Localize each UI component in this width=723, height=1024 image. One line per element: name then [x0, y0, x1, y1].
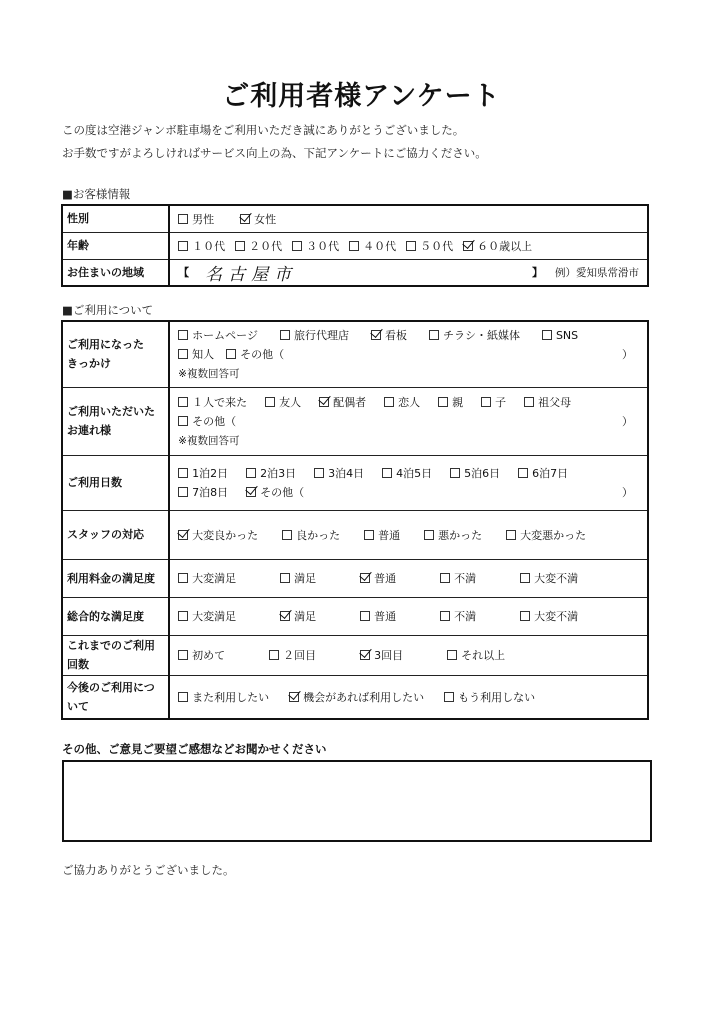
option-checkbox[interactable] — [520, 570, 578, 586]
options-line — [178, 464, 639, 483]
option-checkbox[interactable] — [463, 238, 532, 254]
option-label: 満足 — [294, 572, 317, 585]
trigger-label-line-1: ご利用になった — [67, 338, 144, 352]
option-label: 恋人 — [398, 396, 421, 409]
checkbox-icon[interactable] — [178, 487, 188, 497]
checkbox-icon[interactable] — [280, 573, 290, 583]
option-checkbox[interactable] — [235, 238, 282, 254]
option-label: 女性 — [254, 212, 277, 226]
multi-answer-note: ※複数回答可 — [178, 434, 240, 447]
option-checkbox[interactable] — [178, 394, 247, 410]
companion-label-line-1: ご利用いただいた — [67, 405, 155, 418]
checkbox-icon[interactable] — [520, 611, 530, 621]
option-checkbox[interactable] — [447, 647, 505, 663]
options-line — [178, 607, 639, 626]
option-label: もう利用しない — [458, 690, 536, 704]
options-line — [178, 525, 639, 544]
checkbox-icon[interactable] — [178, 692, 188, 702]
checkbox-icon[interactable] — [360, 611, 370, 621]
option-checkbox[interactable] — [319, 394, 366, 410]
price-label: 利用料金の満足度 — [62, 559, 169, 597]
multi-answer-note: ※複数回答可 — [178, 367, 240, 380]
checkbox-icon[interactable] — [178, 214, 188, 224]
checkbox-icon[interactable] — [178, 573, 188, 583]
options-line — [178, 484, 322, 500]
future-options — [169, 675, 648, 719]
option-checkbox[interactable] — [178, 484, 228, 500]
option-checkbox[interactable] — [406, 238, 453, 254]
option-checkbox[interactable] — [178, 647, 225, 663]
future-label-line-1: 今後のご利用につ — [67, 680, 155, 694]
days-label: ご利用日数 — [62, 455, 169, 510]
option-checkbox[interactable] — [240, 211, 276, 227]
option-label: 6泊7日 — [532, 467, 569, 480]
option-label: ５０代 — [420, 239, 454, 253]
option-label: 不満 — [454, 610, 477, 623]
option-label: 機会があれば利用したい — [303, 690, 425, 704]
option-checkbox[interactable] — [282, 527, 340, 543]
region-close-bracket: 】 — [532, 266, 543, 280]
option-checkbox[interactable] — [440, 570, 476, 586]
checkbox-icon[interactable] — [447, 650, 457, 660]
option-label: それ以上 — [461, 649, 506, 662]
overall-row — [62, 597, 648, 635]
option-label: 悪かった — [438, 528, 483, 542]
checked-box-icon[interactable] — [371, 330, 381, 340]
checkbox-icon[interactable] — [518, 468, 528, 478]
option-checkbox[interactable] — [269, 647, 316, 663]
option-checkbox[interactable] — [429, 327, 520, 343]
option-checkbox[interactable] — [280, 608, 316, 624]
checkbox-icon[interactable] — [520, 573, 530, 583]
checked-box-icon[interactable] — [319, 397, 329, 407]
checkbox-icon[interactable] — [440, 573, 450, 583]
visits-label-line-1: これまでのご利用 — [67, 639, 155, 652]
option-label: 大変不満 — [534, 572, 579, 585]
option-checkbox[interactable] — [424, 527, 482, 543]
option-checkbox[interactable] — [178, 689, 269, 705]
days-row — [62, 455, 648, 510]
customer-info-heading: ■お客様情報 — [62, 187, 131, 201]
option-label: １０代 — [192, 239, 226, 253]
visits-options — [169, 635, 648, 675]
staff-label: スタッフの対応 — [62, 510, 169, 559]
option-label: 友人 — [279, 396, 302, 409]
checkbox-icon[interactable] — [542, 330, 552, 340]
option-checkbox[interactable] — [265, 394, 301, 410]
customer-info-table — [61, 204, 649, 287]
companion-options — [169, 387, 648, 455]
option-checkbox[interactable] — [364, 527, 400, 543]
option-checkbox[interactable] — [481, 394, 506, 410]
option-label: 子 — [495, 396, 507, 409]
checkbox-icon[interactable] — [524, 397, 534, 407]
close-paren: ） — [622, 348, 633, 362]
option-label: 親 — [452, 396, 464, 409]
checkbox-icon[interactable] — [364, 530, 374, 540]
option-label: 満足 — [294, 610, 317, 623]
checkbox-icon[interactable] — [292, 241, 302, 251]
intro-line-1: この度は空港ジャンボ駐車場をご利用いただき誠にありがとうございました。 — [62, 123, 465, 137]
option-label: 普通 — [374, 572, 397, 585]
option-checkbox[interactable] — [384, 394, 420, 410]
option-label: 3泊4日 — [328, 467, 365, 480]
options-line — [178, 393, 639, 412]
checkbox-icon[interactable] — [178, 349, 188, 359]
option-checkbox[interactable] — [289, 689, 424, 705]
gender-options — [169, 205, 648, 232]
checkbox-icon[interactable] — [429, 330, 439, 340]
option-label: 2泊3日 — [260, 467, 297, 480]
option-checkbox[interactable] — [371, 327, 407, 343]
checked-box-icon[interactable] — [360, 650, 370, 660]
option-label: 旅行代理店 — [293, 329, 349, 343]
option-checkbox[interactable] — [178, 238, 225, 254]
option-label: SNS — [555, 328, 579, 342]
option-label: また利用したい — [192, 690, 270, 704]
option-label: その他（ — [260, 486, 305, 499]
option-checkbox[interactable] — [450, 465, 500, 481]
option-checkbox[interactable] — [280, 570, 316, 586]
age-options — [169, 232, 648, 259]
option-label: 1泊2日 — [192, 467, 229, 480]
usage-table — [61, 320, 649, 720]
option-checkbox[interactable] — [520, 608, 578, 624]
option-label: 男性 — [192, 212, 215, 226]
option-checkbox[interactable] — [246, 465, 296, 481]
checked-box-icon[interactable] — [246, 487, 256, 497]
option-checkbox[interactable] — [444, 689, 535, 705]
companion-label — [62, 387, 169, 455]
visits-label — [62, 635, 169, 675]
comments-title: その他、ご意見ご要望ご感想などお聞かせください — [62, 742, 327, 756]
options-line — [178, 326, 639, 345]
options-line — [178, 569, 639, 588]
checkbox-icon[interactable] — [481, 397, 491, 407]
checkbox-icon[interactable] — [349, 241, 359, 251]
checkbox-icon[interactable] — [506, 530, 516, 540]
option-label: ２０代 — [249, 239, 283, 253]
checkbox-icon[interactable] — [178, 416, 188, 426]
age-row — [62, 232, 648, 259]
checked-box-icon[interactable] — [463, 241, 473, 251]
checkbox-icon[interactable] — [406, 241, 416, 251]
option-checkbox[interactable] — [360, 608, 396, 624]
option-checkbox[interactable] — [178, 527, 258, 543]
thanks-message: ご協力ありがとうございました。 — [62, 863, 235, 877]
trigger-options — [169, 321, 648, 387]
option-label: ２回目 — [283, 649, 317, 662]
option-checkbox[interactable] — [506, 527, 586, 543]
option-checkbox[interactable] — [178, 327, 258, 343]
checkbox-icon[interactable] — [178, 330, 188, 340]
option-label: 大変良かった — [192, 528, 259, 542]
price-options — [169, 559, 648, 597]
age-label: 年齢 — [62, 232, 169, 259]
option-checkbox[interactable] — [178, 465, 228, 481]
region-example: 例）愛知県常滑市 — [555, 266, 639, 279]
option-label: 5泊6日 — [464, 467, 501, 480]
companion-row — [62, 387, 648, 455]
checkbox-icon[interactable] — [178, 397, 188, 407]
close-paren: ） — [622, 415, 633, 428]
option-checkbox[interactable] — [542, 329, 578, 342]
option-label: 大変満足 — [192, 572, 237, 585]
checkbox-icon[interactable] — [178, 468, 188, 478]
region-input-value[interactable]: 名古屋市 — [205, 264, 298, 285]
option-checkbox[interactable] — [292, 238, 339, 254]
option-checkbox[interactable] — [360, 647, 403, 663]
trigger-label — [62, 321, 169, 387]
option-label: 看板 — [384, 329, 407, 343]
checkbox-icon[interactable] — [178, 241, 188, 251]
option-label: チラシ・紙媒体 — [442, 329, 520, 343]
intro-line-2: お手数ですがよろしければサービス向上の為、下記アンケートにご協力ください。 — [62, 146, 487, 160]
option-label: ホームページ — [192, 329, 258, 343]
checkbox-icon[interactable] — [314, 468, 324, 478]
option-label: 祖父母 — [538, 396, 572, 409]
close-paren: ） — [622, 486, 633, 499]
option-checkbox[interactable] — [349, 238, 396, 254]
option-label: その他（ — [240, 348, 285, 362]
option-checkbox[interactable] — [524, 394, 571, 410]
checkbox-icon[interactable] — [424, 530, 434, 540]
checkbox-icon[interactable] — [178, 650, 188, 660]
option-checkbox[interactable] — [280, 327, 349, 343]
option-checkbox[interactable] — [360, 570, 396, 586]
option-label: 大変満足 — [192, 610, 237, 623]
option-checkbox[interactable] — [178, 211, 214, 227]
option-label: 普通 — [378, 528, 401, 542]
option-label: 良かった — [296, 528, 341, 542]
option-checkbox[interactable] — [178, 570, 236, 586]
option-checkbox[interactable] — [178, 346, 214, 362]
checked-box-icon[interactable] — [280, 611, 290, 621]
checkbox-icon[interactable] — [384, 397, 394, 407]
checkbox-icon[interactable] — [450, 468, 460, 478]
checkbox-icon[interactable] — [178, 611, 188, 621]
overall-options — [169, 597, 648, 635]
trigger-label-line-2: きっかけ — [67, 357, 111, 371]
option-checkbox[interactable] — [518, 465, 568, 481]
option-checkbox[interactable] — [314, 465, 364, 481]
visits-label-line-2: 回数 — [67, 658, 89, 671]
trigger-row — [62, 321, 648, 387]
future-label-line-2: いて — [67, 699, 89, 713]
option-label: 知人 — [192, 348, 215, 362]
gender-label: 性別 — [62, 205, 169, 232]
options-line — [178, 646, 639, 665]
comments-textarea[interactable] — [62, 760, 652, 842]
future-label — [62, 675, 169, 719]
checkbox-icon[interactable] — [438, 397, 448, 407]
days-options — [169, 455, 648, 510]
option-label: 初めて — [192, 649, 226, 662]
companion-label-line-2: お連れ様 — [67, 424, 111, 437]
option-checkbox[interactable] — [226, 346, 284, 362]
option-label: 4泊5日 — [396, 467, 433, 480]
checkbox-icon[interactable] — [265, 397, 275, 407]
option-checkbox[interactable] — [382, 465, 432, 481]
checkbox-icon[interactable] — [282, 530, 292, 540]
option-label: 不満 — [454, 572, 477, 585]
gender-row — [62, 205, 648, 232]
checked-box-icon[interactable] — [289, 692, 299, 702]
page-title: ご利用者様アンケート — [222, 81, 501, 112]
checkbox-icon[interactable] — [440, 611, 450, 621]
checked-box-icon[interactable] — [178, 530, 188, 540]
option-label: 普通 — [374, 610, 397, 623]
checkbox-icon[interactable] — [226, 349, 236, 359]
options-line — [178, 413, 248, 429]
checked-box-icon[interactable] — [360, 573, 370, 583]
price-row — [62, 559, 648, 597]
options-line — [178, 209, 639, 228]
option-label: 大変不満 — [534, 610, 579, 623]
option-label: 大変悪かった — [520, 528, 587, 542]
region-field[interactable] — [169, 259, 648, 286]
option-checkbox[interactable] — [178, 608, 236, 624]
usage-heading: ■ご利用について — [62, 303, 154, 317]
option-label: 配偶者 — [333, 396, 367, 409]
region-open-bracket: 【 — [178, 266, 190, 280]
staff-options — [169, 510, 648, 559]
checkbox-icon[interactable] — [280, 330, 290, 340]
options-line — [178, 687, 639, 706]
checkbox-icon[interactable] — [235, 241, 245, 251]
option-label: ４０代 — [363, 239, 397, 253]
region-row — [62, 259, 648, 286]
option-checkbox[interactable] — [246, 484, 304, 500]
option-checkbox[interactable] — [440, 608, 476, 624]
checked-box-icon[interactable] — [240, 214, 250, 224]
region-label: お住まいの地域 — [62, 259, 169, 286]
checkbox-icon[interactable] — [246, 468, 256, 478]
visits-row — [62, 635, 648, 675]
checkbox-icon[interactable] — [382, 468, 392, 478]
option-label: １人で来た — [192, 396, 248, 409]
option-label: ３０代 — [306, 239, 340, 253]
option-label: 7泊8日 — [192, 486, 229, 499]
staff-row — [62, 510, 648, 559]
option-label: 3回目 — [374, 649, 404, 662]
checkbox-icon[interactable] — [444, 692, 454, 702]
options-line — [178, 346, 296, 362]
options-line — [178, 236, 639, 255]
checkbox-icon[interactable] — [269, 650, 279, 660]
option-checkbox[interactable] — [438, 394, 463, 410]
option-label: その他（ — [192, 415, 237, 428]
option-label: ６０歳以上 — [477, 239, 533, 253]
overall-label: 総合的な満足度 — [62, 597, 169, 635]
option-checkbox[interactable] — [178, 413, 236, 429]
future-row — [62, 675, 648, 719]
